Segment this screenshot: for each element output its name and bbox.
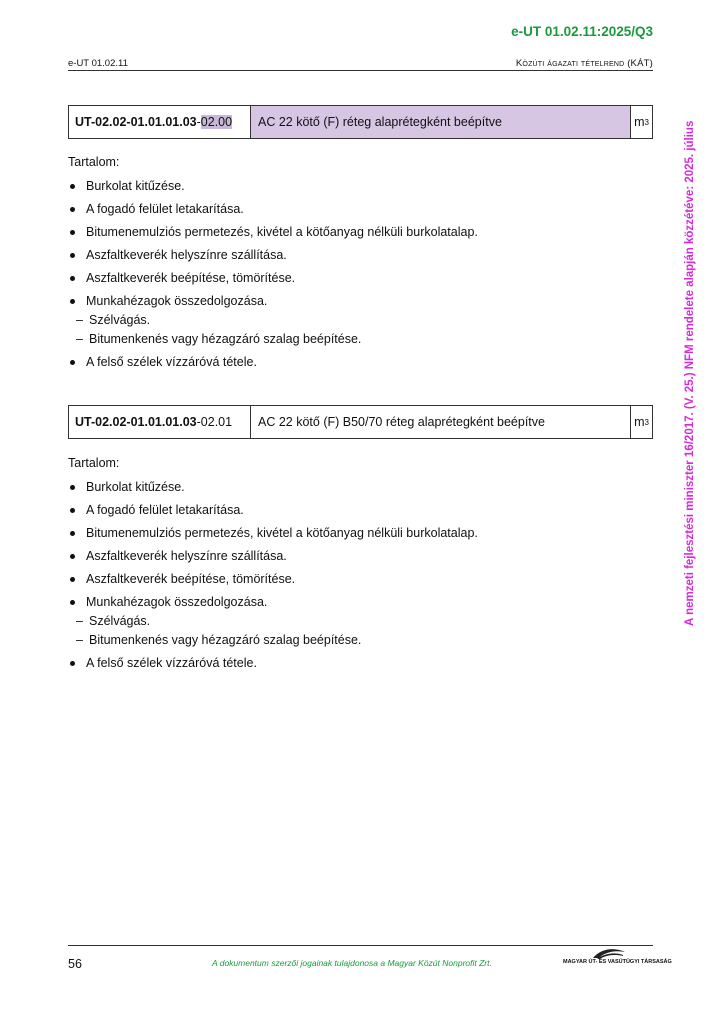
header-left: e-UT 01.02.11 xyxy=(68,58,128,69)
list-item: Bitumenemulziós permetezés, kivétel a kötőanyag nélküli burkolatalap. xyxy=(68,224,653,240)
list-item: Aszfaltkeverék beépítése, tömörítése. xyxy=(68,571,653,587)
document-code: e-UT 01.02.11:2025/Q3 xyxy=(511,24,653,39)
unit-base: m xyxy=(634,415,645,429)
bullet-list xyxy=(68,479,653,671)
unit-exponent: 3 xyxy=(644,117,649,127)
item-table-1 xyxy=(68,105,653,139)
list-item: Burkolat kitűzése. xyxy=(68,178,653,194)
sub-list-item: – Szélvágás. xyxy=(73,613,653,629)
item-code-sep: - xyxy=(196,115,201,129)
bullet-list xyxy=(68,178,653,370)
list-item: A fogadó felület letakarítása. xyxy=(68,502,653,518)
item-unit xyxy=(631,106,652,138)
item-code-bold: UT-02.02-01.01.01.03 xyxy=(75,115,197,129)
list-item: A felső szélek vízzáróvá tétele. xyxy=(68,655,653,671)
item-code xyxy=(69,406,251,438)
list-item: Bitumenemulziós permetezés, kivétel a kötőanyag nélküli burkolatalap. xyxy=(68,525,653,541)
list-item: Aszfaltkeverék beépítése, tömörítése. xyxy=(68,270,653,286)
list-item: A felső szélek vízzáróvá tétele. xyxy=(68,354,653,370)
item-description: AC 22 kötő (F) réteg alaprétegként beépítve xyxy=(251,106,631,138)
list-item: Burkolat kitűzése. xyxy=(68,479,653,495)
list-item: Aszfaltkeverék helyszínre szállítása. xyxy=(68,548,653,564)
list-item: A fogadó felület letakarítása. xyxy=(68,201,653,217)
item-description: AC 22 kötő (F) B50/70 réteg alaprétegként beépítve xyxy=(251,406,631,438)
sub-list-item: – Szélvágás. xyxy=(73,312,653,328)
item-table-2 xyxy=(68,405,653,439)
logo-text: MAGYAR ÚT- ÉS VASÚTÜGYI TÁRSASÁG xyxy=(563,959,672,965)
sub-list-item: – Bitumenkenés vagy hézagzáró szalag beépítése. xyxy=(73,632,653,648)
content-title: Tartalom: xyxy=(68,456,120,470)
item-code-suffix: -02.01 xyxy=(196,415,233,429)
list-item: Aszfaltkeverék helyszínre szállítása. xyxy=(68,247,653,263)
content-title: Tartalom: xyxy=(68,155,120,169)
sub-list xyxy=(86,312,653,347)
unit-base: m xyxy=(634,115,645,129)
side-note: A nemzeti fejlesztési miniszter 16/2017. (V. 25.) NFM rendelete alapján közzétéve: 2025. július xyxy=(684,120,696,626)
list-item-text: Munkahézagok összedolgozása. xyxy=(86,595,268,609)
list-item-text: Munkahézagok összedolgozása. xyxy=(86,294,268,308)
sub-list-item: – Bitumenkenés vagy hézagzáró szalag beépítése. xyxy=(73,331,653,347)
copyright-note: A dokumentum szerzői jogainak tulajdonosa a Magyar Közút Nonprofit Zrt. xyxy=(212,958,492,968)
item-code-bold: UT-02.02-01.01.01.03 xyxy=(75,415,197,429)
item-content-2 xyxy=(68,455,653,678)
list-item xyxy=(68,594,653,648)
page-number: 56 xyxy=(68,957,82,971)
sub-list xyxy=(86,613,653,648)
header-divider xyxy=(68,70,653,71)
item-content-1 xyxy=(68,154,653,377)
header-right: Közúti ágazati tételrend (KÁT) xyxy=(515,58,653,69)
item-code-highlight: 02.00 xyxy=(200,115,233,129)
list-item xyxy=(68,293,653,347)
item-code xyxy=(69,106,251,138)
unit-exponent: 3 xyxy=(644,417,649,427)
item-unit xyxy=(631,406,652,438)
